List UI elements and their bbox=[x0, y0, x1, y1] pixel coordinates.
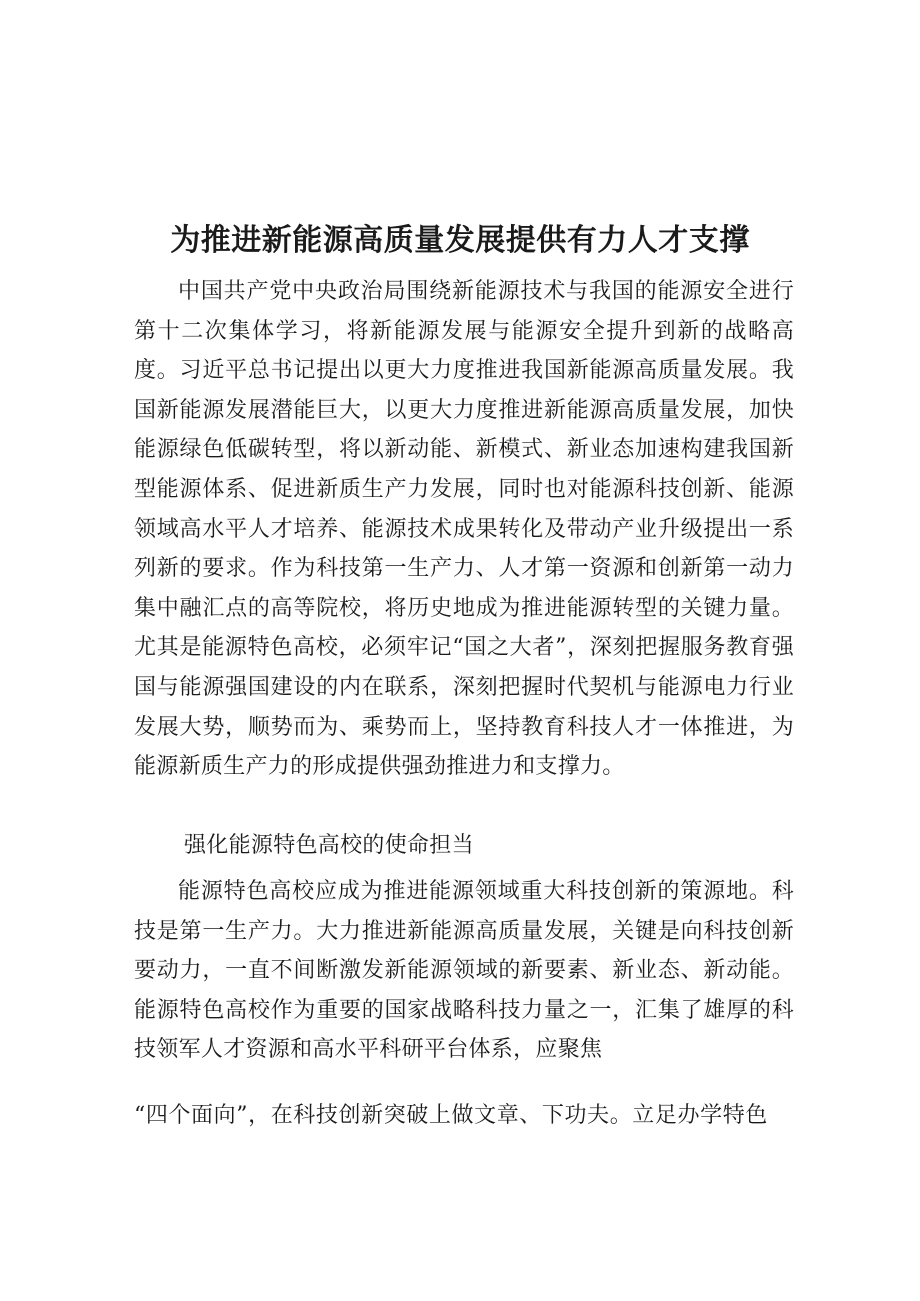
paragraph-intro: 中国共产党中央政治局围绕新能源技术与我国的能源安全进行第十二次集体学习，将新能源发展与能源安全提升到新的战略高度。习近平总书记提出以更大力度推进我国新能源高质量发展。我国新能源发展潜能巨大，以更大力度推进新能源高质量发展，加快能源绿色低碳转型，将以新动能、新模式、新业态加速构建我国新型能源体系、促进新质生产力发展，同时也对能源科技创新、能源领域高水平人才培养、能源技术成果转化及带动产业升级提出一系列新的要求。作为科技第一生产力、人才第一资源和创新第一动力集中融汇点的高等院校，将历史地成为推进能源转型的关键力量。尤其是能源特色高校，必须牢记“国之大者”，深刻把握服务教育强国与能源强国建设的内在联系，深刻把握时代契机与能源电力行业发展大势，顺势而为、乘势而上，坚持教育科技人才一体推进，为能源新质生产力的形成提供强劲推进力和支撑力。 bbox=[134, 279, 794, 780]
section-heading: 强化能源特色高校的使命担当 bbox=[184, 833, 474, 858]
document-title: 为推进新能源高质量发展提供有力人才支撑 bbox=[170, 223, 750, 258]
paragraph-continuation: “四个面向”，在科技创新突破上做文章、下功夫。立足办学特色 bbox=[134, 1103, 768, 1128]
paragraph-body: 能源特色高校应成为推进能源领域重大科技创新的策源地。科技是第一生产力。大力推进新能源高质量发展，关键是向科技创新要动力，一直不间断激发新能源领域的新要素、新业态、新动能。能源特色高校作为重要的国家战略科技力量之一，汇集了雄厚的科技领军人才资源和高水平科研平台体系，应聚焦 bbox=[134, 879, 794, 1063]
